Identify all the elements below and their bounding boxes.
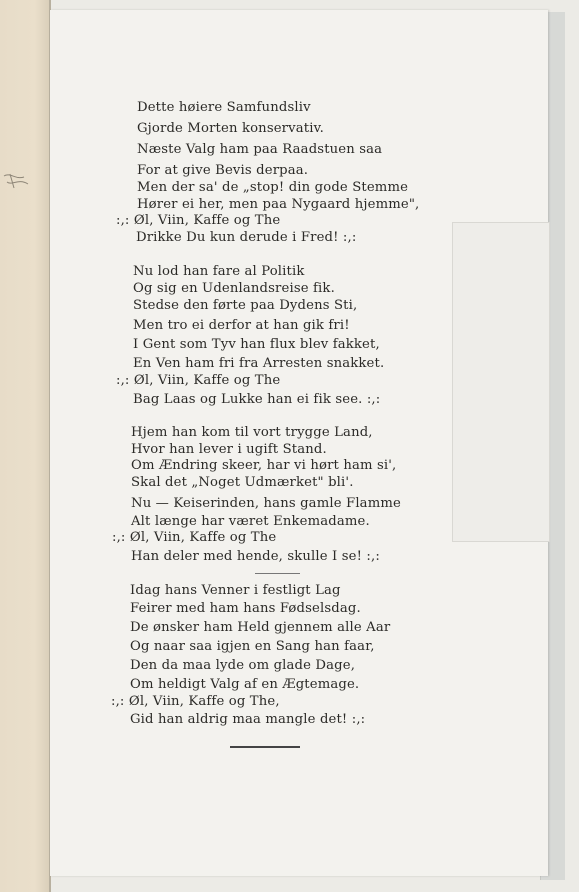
poem-line: En Ven ham fri fra Arresten snakket. — [133, 356, 385, 371]
poem-line: Men tro ei derfor at han gik fri! — [133, 318, 350, 333]
poem-line: Hvor han lever i ugift Stand. — [131, 442, 327, 457]
poem-line: Bag Laas og Lukke han ei fik see. :,: — [133, 392, 381, 407]
poem-line: Men der sa' de „stop! din gode Stemme — [137, 180, 409, 195]
poem-line: Hører ei her, men paa Nygaard hjemme", — [137, 197, 420, 212]
poem-line: Alt længe har været Enkemadame. — [131, 514, 370, 529]
poem-line: Om heldigt Valg af en Ægtemage. — [130, 677, 360, 692]
closing-rule — [230, 746, 300, 748]
poem-line: Dette høiere Samfundsliv — [137, 100, 311, 115]
poem-line: Nu — Keiserinden, hans gamle Flamme — [131, 496, 401, 511]
poem-refrain: :,: Øl, Viin, Kaffe og The — [116, 213, 281, 228]
poem-line: Feirer med ham hans Fødselsdag. — [130, 601, 361, 616]
poem-line: Om Ændring skeer, har vi hørt ham si', — [131, 458, 397, 473]
poem-line: Og sig en Udenlandsreise fik. — [133, 281, 335, 296]
poem-line: Han deler med hende, skulle I se! :,: — [131, 549, 380, 564]
stanza-divider — [255, 573, 300, 574]
poem-line: Gjorde Morten konservativ. — [137, 121, 324, 136]
poem-line: Nu lod han fare al Politik — [133, 264, 305, 279]
poem-line: Næste Valg ham paa Raadstuen saa — [137, 142, 383, 157]
poem-line: Idag hans Venner i festligt Lag — [130, 583, 341, 598]
poem-line: Hjem han kom til vort trygge Land, — [131, 425, 373, 440]
poem-line: Drikke Du kun derude i Fred! :,: — [136, 230, 357, 245]
poem-line: Og naar saa igjen en Sang han faar, — [130, 639, 375, 654]
poem-line: De ønsker ham Held gjennem alle Aar — [130, 620, 391, 635]
poem-refrain: :,: Øl, Viin, Kaffe og The — [116, 373, 281, 388]
poem-line: Stedse den førte paa Dydens Sti, — [133, 298, 358, 313]
poem-line: Skal det „Noget Udmærket" bli'. — [131, 475, 354, 490]
poem-line: Den da maa lyde om glade Dage, — [130, 658, 356, 673]
binding-thread — [2, 168, 30, 194]
poem-line: For at give Bevis derpaa. — [137, 163, 309, 178]
poem-line: I Gent som Tyv han flux blev fakket, — [133, 337, 380, 352]
poem-refrain: :,: Øl, Viin, Kaffe og The, — [111, 694, 280, 709]
poem-refrain: :,: Øl, Viin, Kaffe og The — [112, 530, 277, 545]
poem-line: Gid han aldrig maa mangle det! :,: — [130, 712, 366, 727]
inset-sheet — [452, 222, 550, 542]
binding-spine — [0, 0, 50, 892]
